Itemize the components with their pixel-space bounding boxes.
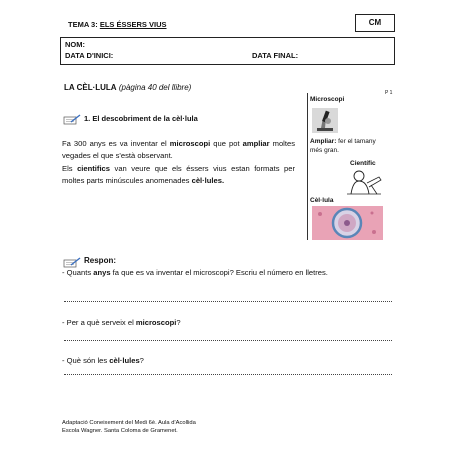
footer bbox=[62, 419, 196, 435]
microscope-image bbox=[312, 108, 338, 133]
tema-prefix: TEMA 3: bbox=[68, 20, 98, 29]
nom-label: NOM: bbox=[65, 40, 85, 49]
section-heading: 1. El descobriment de la cèl·lula bbox=[84, 114, 198, 123]
data-inici-label: DATA D'INICI: bbox=[65, 51, 114, 60]
answer-line-3[interactable] bbox=[64, 374, 392, 375]
page-title bbox=[64, 83, 191, 92]
scientist-image bbox=[341, 169, 383, 195]
glossary-ampliar: Ampliar: fer el tamany més gran. bbox=[310, 138, 376, 154]
answer-line-1[interactable] bbox=[64, 301, 392, 302]
tema-name: ELS ÉSSERS VIUS bbox=[99, 20, 167, 29]
glossary-microscopi: Microscopi bbox=[310, 96, 345, 103]
respon-heading: Respon: bbox=[84, 256, 116, 265]
footer-line-2: Escola Wagner. Santa Coloma de Gramenet. bbox=[62, 428, 178, 434]
page-mark: P 1 bbox=[385, 90, 393, 96]
answer-line-2[interactable] bbox=[64, 340, 392, 341]
title-main: LA CÈL·LULA bbox=[64, 83, 117, 92]
cell-image bbox=[312, 206, 383, 240]
title-reference: (pàgina 40 del llibre) bbox=[118, 83, 192, 92]
footer-line-1: Adaptació Coneixement del Medi 6è. Aula d'Acollida bbox=[62, 420, 196, 426]
pencil-paper-icon bbox=[63, 255, 81, 266]
question-1: - Quants anys fa que es va inventar el microscopi? Escriu el número en lletres. bbox=[62, 268, 328, 277]
level-badge: CM bbox=[355, 14, 395, 32]
student-info-box bbox=[60, 37, 395, 65]
pencil-paper-icon bbox=[63, 112, 81, 123]
question-3: - Què són les cèl·lules? bbox=[62, 356, 144, 365]
data-final-label: DATA FINAL: bbox=[252, 51, 299, 60]
tema-title bbox=[68, 20, 167, 29]
glossary-cientific: Científic bbox=[350, 160, 376, 167]
intro-paragraph: Fa 300 anys es va inventar el microscopi que pot ampliar moltes vegades el que s'està observant. Els cientifics van veure que els éssers vius estan formats per moltes parts minúscules anomenades cèl·lules. bbox=[62, 139, 296, 185]
glossary-cellula: Cèl·lula bbox=[310, 197, 334, 204]
question-2: - Per a què serveix el microscopi? bbox=[62, 318, 181, 327]
